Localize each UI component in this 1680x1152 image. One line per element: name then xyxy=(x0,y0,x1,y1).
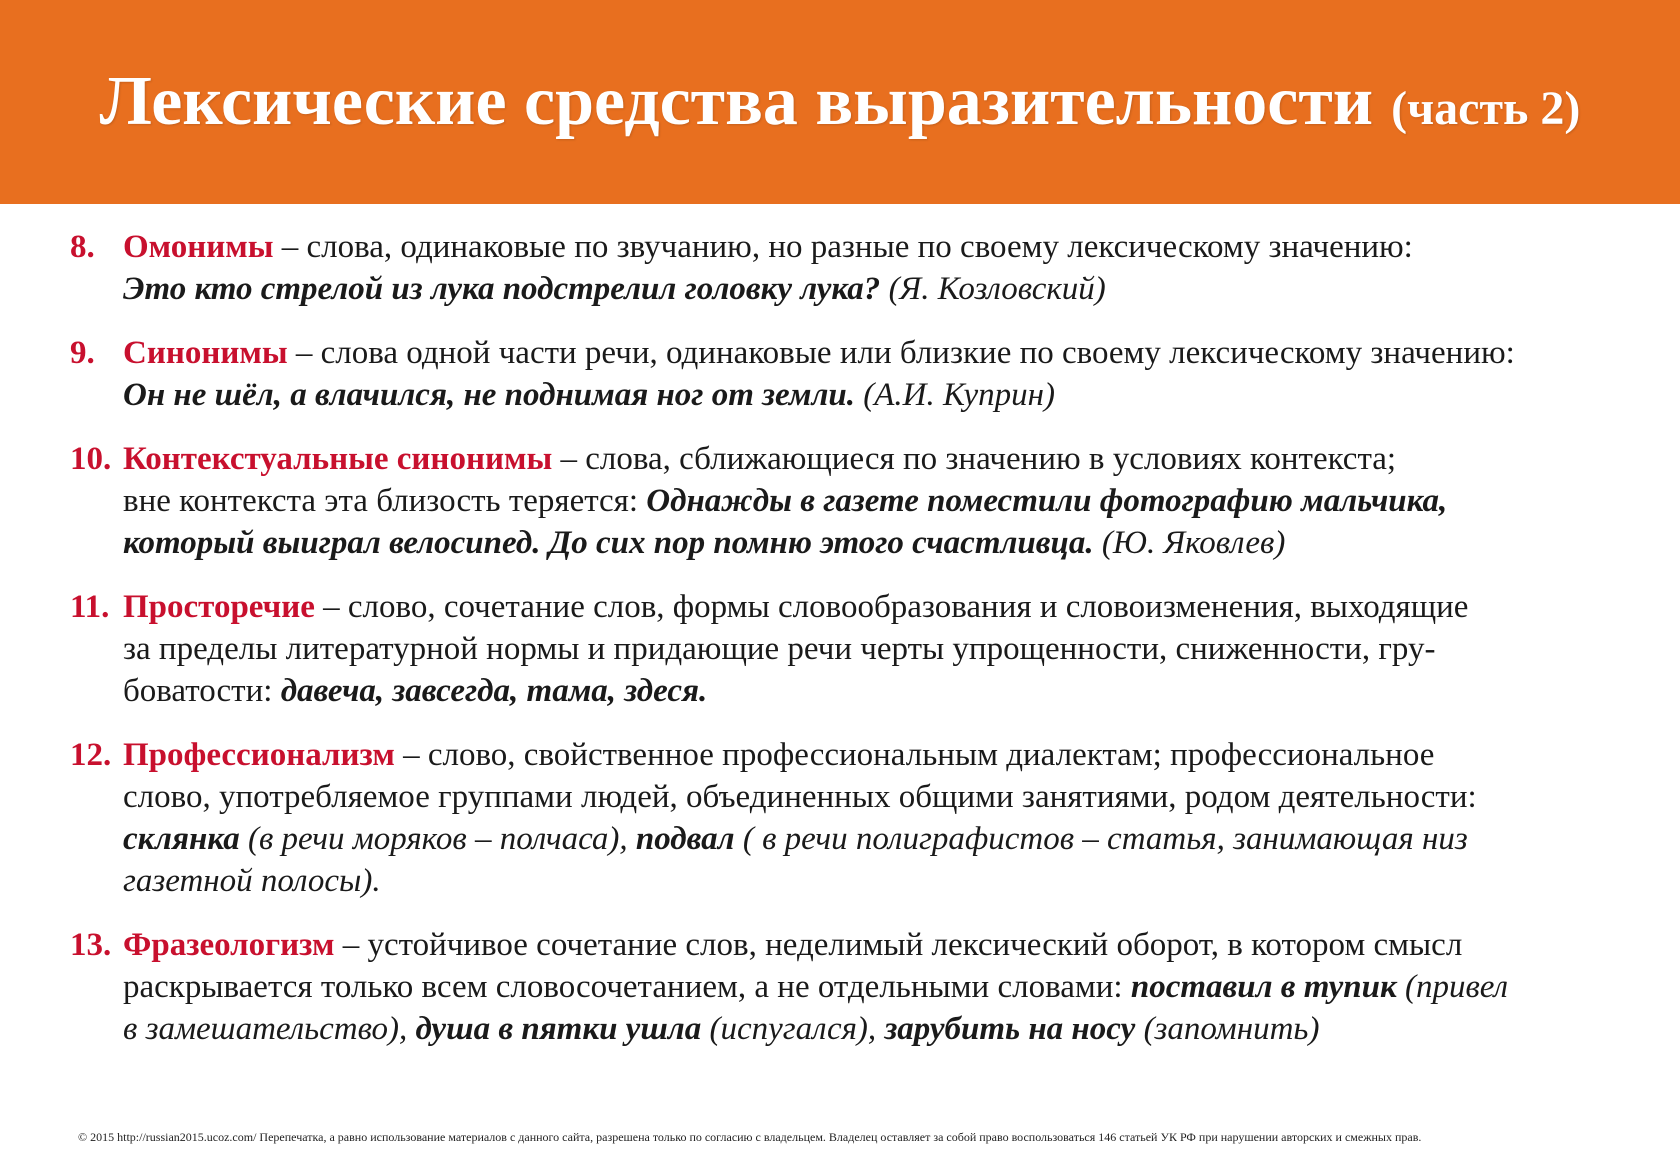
example: Это кто стрелой из лука подстрелил головку лука? xyxy=(123,271,881,307)
example: душа в пятки ушла xyxy=(415,1011,702,1047)
definition-cont: боватости: xyxy=(123,673,273,709)
title-main: Лексические средства выразительности xyxy=(99,63,1374,140)
list-item xyxy=(70,734,1630,902)
source: (Я. Козловский) xyxy=(888,271,1106,307)
item-body xyxy=(123,586,1630,712)
item-number: 13. xyxy=(70,927,112,963)
term-name: Синонимы xyxy=(123,335,288,371)
title-sub: (часть 2) xyxy=(1391,82,1581,135)
item-body xyxy=(123,438,1630,564)
list-item xyxy=(70,226,1630,310)
definition-cont: вне контекста эта близость теряется: xyxy=(123,483,639,519)
term-list xyxy=(70,226,1630,1072)
term-name: Омонимы xyxy=(123,229,274,265)
term-name: Контекстуальные синонимы xyxy=(123,441,553,477)
definition: – слова, сближающиеся по значению в условиях контекста; xyxy=(560,441,1397,477)
item-number: 11. xyxy=(70,589,110,625)
source: (Ю. Яковлев) xyxy=(1101,525,1286,561)
example: склянка xyxy=(123,821,240,857)
title-banner xyxy=(0,0,1680,204)
gloss: (в речи моряков – полчаса), xyxy=(247,821,628,857)
term-name: Профессионализм xyxy=(123,737,395,773)
term-name: Просторечие xyxy=(123,589,315,625)
example: зарубить на носу xyxy=(884,1011,1136,1047)
item-body xyxy=(123,734,1630,902)
gloss: (запомнить) xyxy=(1143,1011,1320,1047)
example: подвал xyxy=(635,821,735,857)
item-body xyxy=(123,332,1630,416)
definition: – слова, одинаковые по звучанию, но разные по своему лексическому значению: xyxy=(281,229,1413,265)
definition-cont: за пределы литературной нормы и придающие речи черты упрощенности, сниженности, гру- xyxy=(123,631,1436,667)
item-number: 10. xyxy=(70,441,112,477)
gloss-cont: в замешательство), xyxy=(123,1011,408,1047)
source: (А.И. Куприн) xyxy=(863,377,1055,413)
definition: – слова одной части речи, одинаковые или близкие по своему лексическому значению: xyxy=(295,335,1515,371)
example: поставил в тупик xyxy=(1130,969,1397,1005)
example: Однажды в газете поместили фотографию мальчика, xyxy=(646,483,1448,519)
copyright-footer: © 2015 http://russian2015.ucoz.com/ Перепечатка, а равно использование материалов с данного сайта, разрешена только по согласию с владельцем. Владелец оставляет за собой право воспользоваться 146 статьей УК РФ при нарушении авторских и смежных прав. xyxy=(78,1130,1422,1144)
example-cont: который выиграл велосипед. До сих пор помню этого счастливца. xyxy=(123,525,1094,561)
list-item xyxy=(70,438,1630,564)
list-item xyxy=(70,332,1630,416)
gloss-cont: газетной полосы). xyxy=(123,863,381,899)
definition-cont: раскрывается только всем словосочетанием, а не отдельными словами: xyxy=(123,969,1123,1005)
item-body xyxy=(123,924,1630,1050)
definition: – слово, свойственное профессиональным диалектам; профессиональное xyxy=(403,737,1435,773)
gloss: ( в речи полиграфистов – статья, занимающая низ xyxy=(742,821,1468,857)
example: давеча, завсегда, тама, здеся. xyxy=(280,673,708,709)
definition: – устойчивое сочетание слов, неделимый лексический оборот, в котором смысл xyxy=(342,927,1463,963)
term-name: Фразеологизм xyxy=(123,927,335,963)
definition: – слово, сочетание слов, формы словообразования и словоизменения, выходящие xyxy=(323,589,1469,625)
page-title xyxy=(100,62,1581,142)
item-number: 8. xyxy=(70,229,95,265)
list-item xyxy=(70,586,1630,712)
item-number: 12. xyxy=(70,737,112,773)
item-body xyxy=(123,226,1630,310)
example: Он не шёл, а влачился, не поднимая ног от земли. xyxy=(123,377,855,413)
item-number: 9. xyxy=(70,335,95,371)
gloss: (испугался), xyxy=(709,1011,877,1047)
list-item xyxy=(70,924,1630,1050)
definition-cont: слово, употребляемое группами людей, объединенных общими занятиями, родом деятельности: xyxy=(123,779,1477,815)
gloss: (привел xyxy=(1404,969,1508,1005)
